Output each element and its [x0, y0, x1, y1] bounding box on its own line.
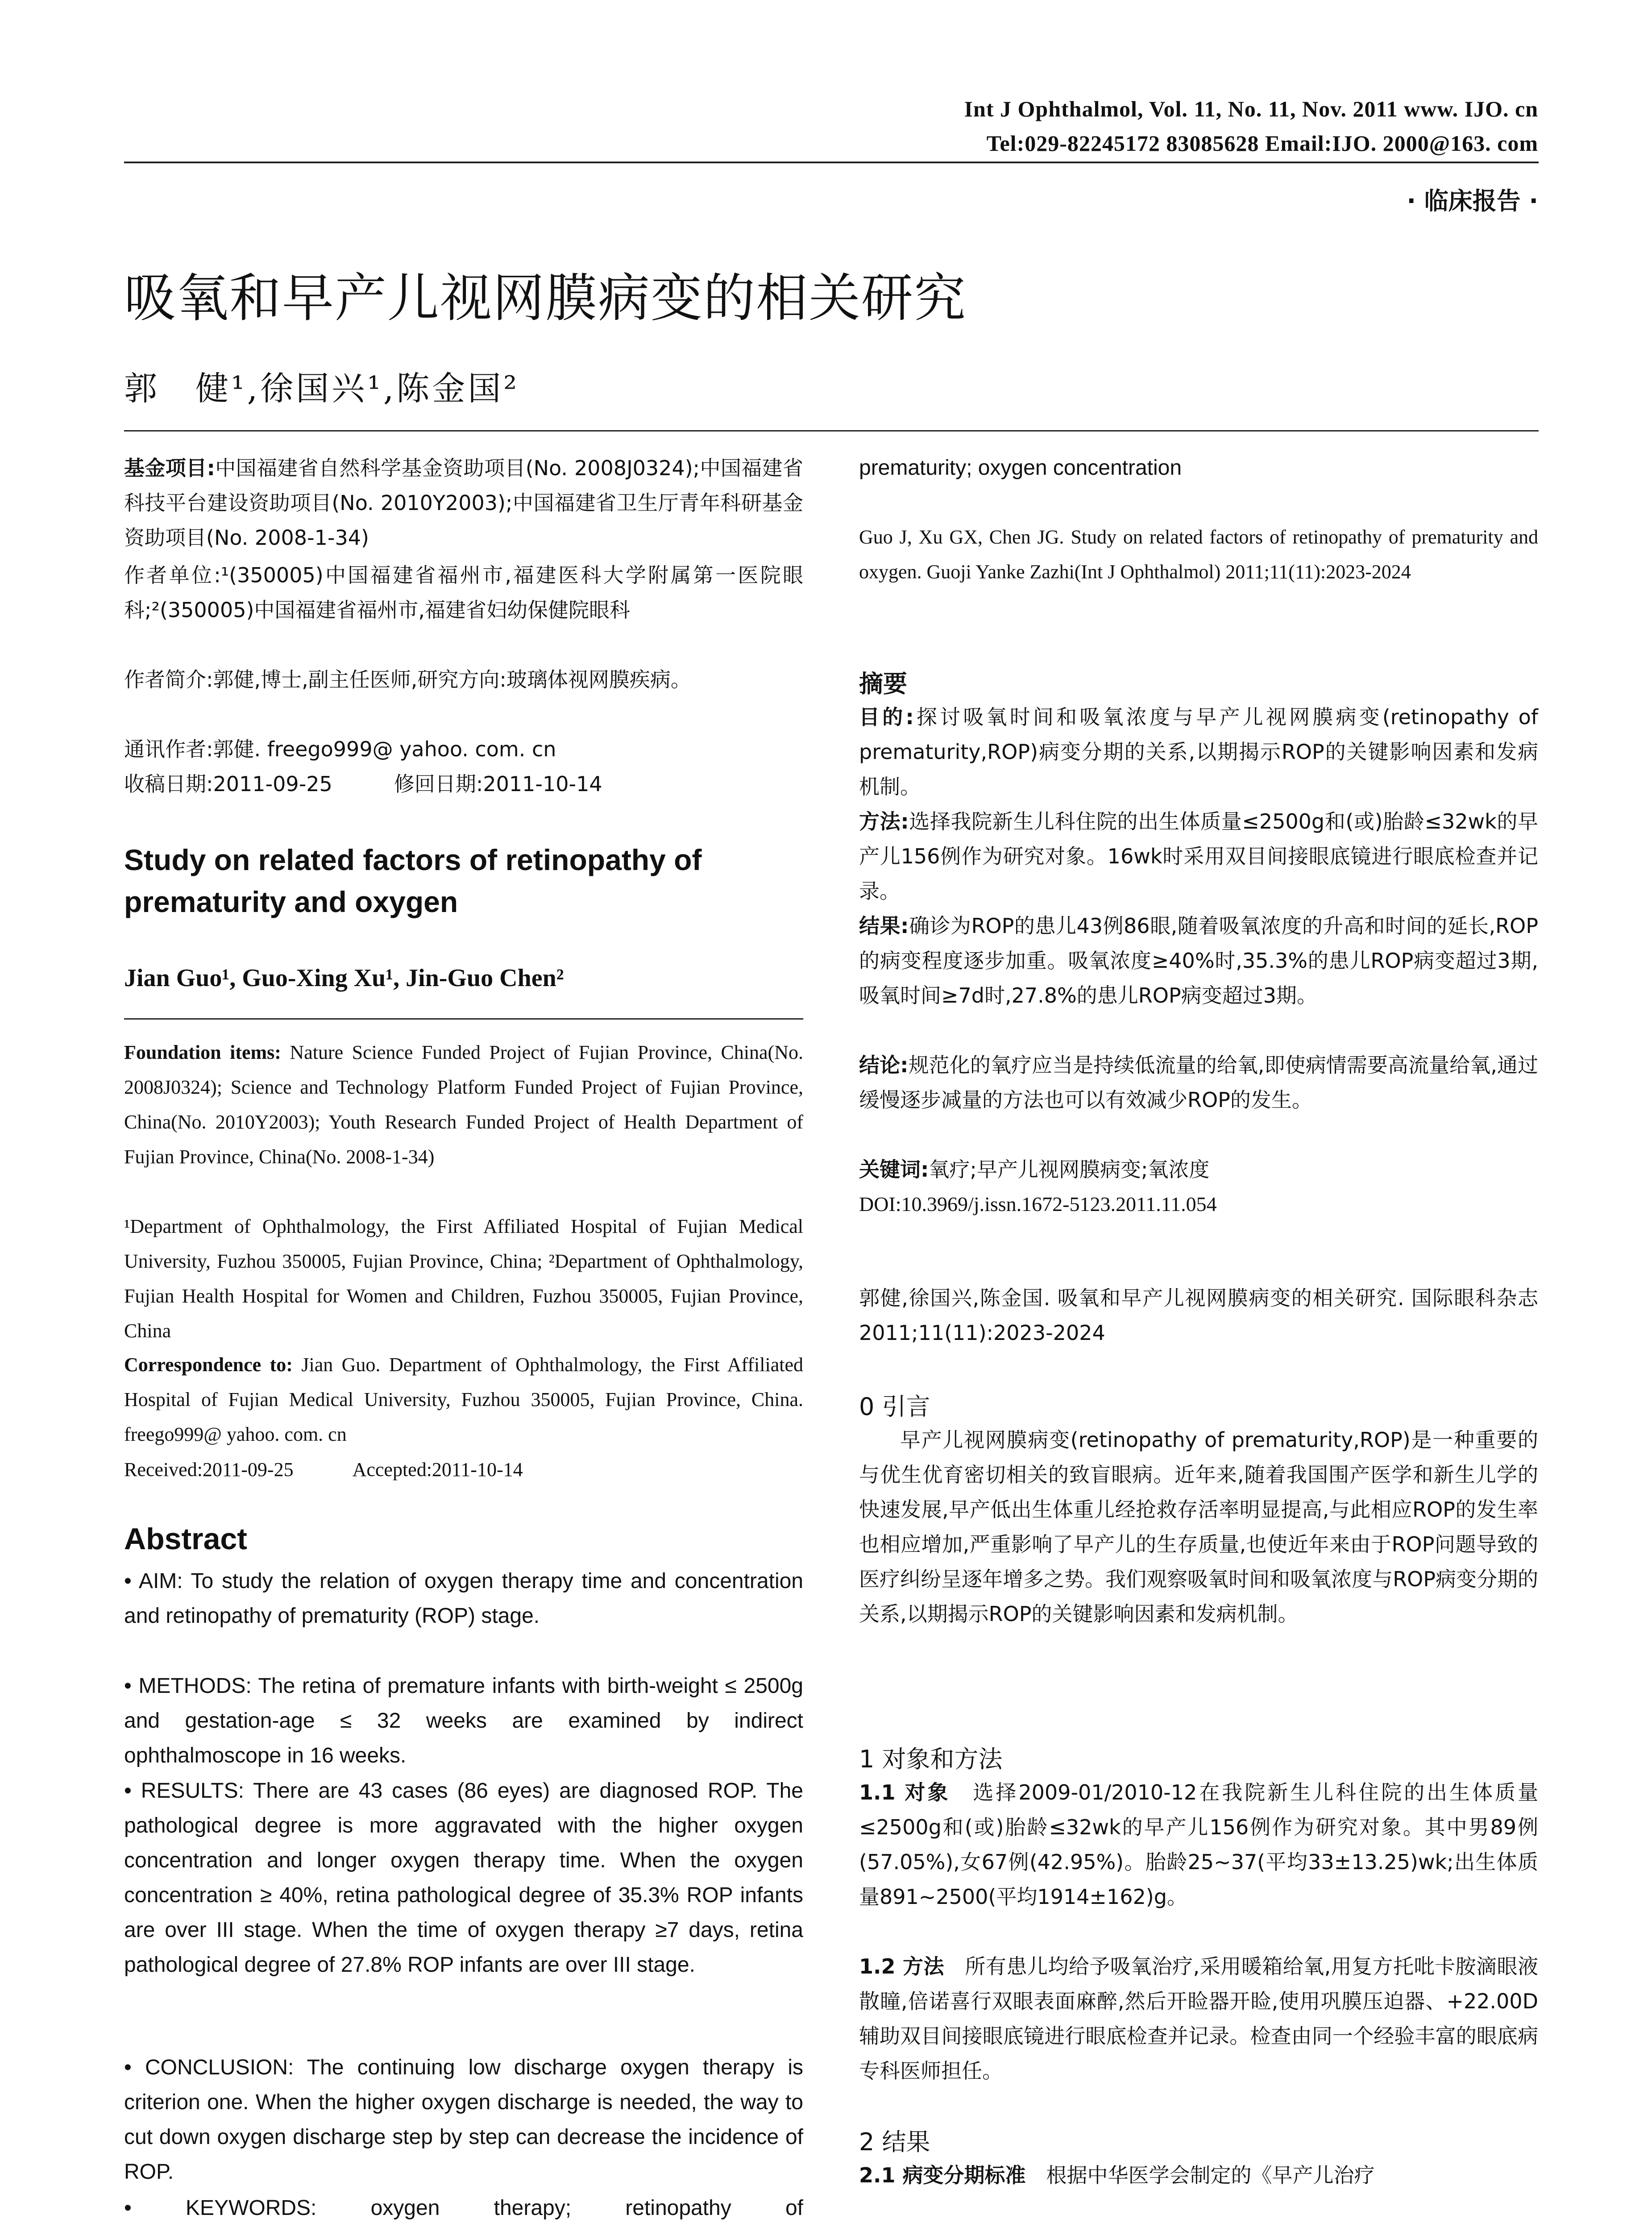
foundation-en	[124, 1035, 803, 1174]
english-authors: Jian Guo¹, Guo-Xing Xu¹, Jin-Guo Chen²	[124, 964, 564, 992]
abstract-cn-methods-label: 方法:	[859, 809, 909, 834]
intro-heading: 0 引言	[859, 1393, 930, 1421]
abstract-cn-keywords-label: 关键词:	[859, 1157, 929, 1182]
affiliation-cn-text: ¹(350005)中国福建省福州市,福建医科大学附属第一医院眼科;²(350005)中国福建省福州市,福建省妇幼保健院眼科	[124, 563, 804, 622]
received-en: Received:2011-09-25 Accepted:2011-10-14	[124, 1459, 523, 1480]
affiliation-cn-label: 作者单位:	[124, 563, 221, 587]
title-rule	[124, 430, 1539, 431]
dates-cn: 收稿日期:2011-09-25 修回日期:2011-10-14	[124, 772, 602, 796]
abstract-methods: • METHODS: The retina of premature infants with birth-weight ≤ 2500g and gestation-age ≤ 32 weeks are examined by indirect ophthalmoscope in 16 weeks.	[124, 1674, 803, 1767]
abstract-cn-heading: 摘要	[859, 670, 907, 698]
header-rule	[124, 162, 1539, 163]
article-title: 吸氧和早产儿视网膜病变的相关研究	[124, 268, 967, 328]
abstract-aim: • AIM: To study the relation of oxygen therapy time and concentration and retinopathy of prematurity (ROP) stage.	[124, 1569, 803, 1628]
abstract-cn-results-label: 结果:	[859, 914, 909, 938]
author-bio-cn: 作者简介:郭健,博士,副主任医师,研究方向:玻璃体视网膜疾病。	[124, 668, 691, 692]
foundation-cn-text: 中国福建省自然科学基金资助项目(No. 2008J0324);中国福建省科技平台建设资助项目(No. 2010Y2003);中国福建省卫生厅青年科研基金资助项目(No. 2008-1-34)	[124, 456, 803, 550]
correspondence-en-label: Correspondence to:	[124, 1354, 293, 1376]
abstract-keywords: • KEYWORDS: oxygen therapy; retinopathy of	[124, 2196, 803, 2220]
affiliation-cn	[124, 558, 803, 627]
abstract-results: • RESULTS: There are 43 cases (86 eyes) are diagnosed ROP. The pathological degree is more aggravated with the higher oxygen concentration and longer oxygen therapy time. When the oxygen concentration ≥ 40%, retina pathological degree of 35.3% ROP infants are over III stage. When the time of oxygen therapy ≥7 days, retina pathological degree of 27.8% ROP infants are over III stage.	[124, 1779, 803, 1977]
department-en: ¹Department of Ophthalmology, the First Affiliated Hospital of Fujian Medical University, Fuzhou 350005, Fujian Province, China; ²Department of Ophthalmology, Fujian Health Hospital for Women and Children, Fuzhou 350005, Fujian Province, China	[124, 1215, 803, 1342]
foundation-cn-label: 基金项目:	[124, 456, 215, 480]
abstract-cn-conclusion-label: 结论:	[859, 1053, 909, 1077]
section-2-heading: 2 结果	[859, 2128, 930, 2156]
section-2-1-label: 2.1 病变分期标准	[859, 2163, 1026, 2187]
section-1-1-text: 选择2009-01/2010-12在我院新生儿科住院的出生体质量≤2500g和(或)胎龄≤32wk的早产儿156例作为研究对象。其中男89例(57.05%),女67例(42.95%)。胎龄25~37(平均33±13.25)wk;出生体质量891~2500(平均1914±162)g。	[859, 1780, 1538, 1909]
abstract-cn-aim-text: 探讨吸氧时间和吸氧浓度与早产儿视网膜病变(retinopathy of prematurity,ROP)病变分期的关系,以期揭示ROP的关键影响因素和发病机制。	[859, 705, 1538, 799]
foundation-en-text: Nature Science Funded Project of Fujian Province, China(No. 2008J0324); Science and Technology Platform Funded Project of Fujian Province, China(No. 2010Y2003); Youth Research Funded Project of Health Department of Fujian Province, China(No. 2008-1-34)	[124, 1041, 803, 1168]
doi: DOI:10.3969/j.issn.1672-5123.2011.11.054	[859, 1193, 1217, 1215]
citation-cn: 郭健,徐国兴,陈金国. 吸氧和早产儿视网膜病变的相关研究. 国际眼科杂志 2011;11(11):2023-2024	[859, 1286, 1538, 1345]
abstract-cn-methods	[859, 804, 1538, 908]
section-1-2-label: 1.2 方法	[859, 1954, 944, 1978]
section-1-1-label: 1.1 对象	[859, 1780, 951, 1804]
journal-header-line1: Int J Ophthalmol, Vol. 11, No. 11, Nov. 2011 www. IJO. cn	[964, 96, 1538, 121]
journal-header-line2: Tel:029-82245172 83085628 Email:IJO. 2000@163. com	[986, 131, 1538, 156]
abstract-cn-results-text: 确诊为ROP的患儿43例86眼,随着吸氧浓度的升高和时间的延长,ROP的病变程度逐步加重。吸氧浓度≥40%时,35.3%的患儿ROP病变超过3期,吸氧时间≥7d时,27.8%的患儿ROP病变超过3期。	[859, 914, 1538, 1008]
english-authors-rule	[124, 1018, 803, 1020]
correspondence-cn: 通讯作者:郭健. freego999@ yahoo. com. cn	[124, 737, 556, 761]
author-list: 郭 健¹,徐国兴¹,陈金国²	[124, 369, 520, 408]
foundation-cn	[124, 451, 803, 555]
english-title: Study on related factors of retinopathy of prematurity and oxygen	[124, 843, 702, 918]
keywords-continued: prematurity; oxygen concentration	[859, 456, 1182, 480]
section-2-1	[859, 2158, 1538, 2193]
abstract-cn-keywords-text: 氧疗;早产儿视网膜病变;氧浓度	[929, 1157, 1210, 1182]
section-1-1	[859, 1775, 1538, 1914]
foundation-en-label: Foundation items:	[124, 1041, 281, 1063]
section-tag: · 临床报告 ·	[1407, 187, 1538, 215]
correspondence-en	[124, 1348, 803, 1452]
section-1-2	[859, 1949, 1538, 2088]
abstract-cn-conclusion-text: 规范化的氧疗应当是持续低流量的给氧,即使病情需要高流量给氧,通过缓慢逐步减量的方法也可以有效减少ROP的发生。	[859, 1053, 1538, 1112]
abstract-cn-aim-label: 目的:	[859, 705, 914, 729]
abstract-cn-keywords	[859, 1152, 1538, 1187]
section-1-2-text: 所有患儿均给予吸氧治疗,采用暖箱给氧,用复方托吡卡胺滴眼液散瞳,倍诺喜行双眼表面麻醉,然后开睑器开睑,使用巩膜压迫器、+22.00D辅助双目间接眼底镜进行眼底检查并记录。检查由同一个经验丰富的眼底病专科医师担任。	[859, 1954, 1538, 2083]
abstract-cn-aim	[859, 700, 1538, 804]
abstract-heading: Abstract	[124, 1522, 247, 1556]
abstract-cn-results	[859, 908, 1538, 1013]
intro-paragraph: 早产儿视网膜病变(retinopathy of prematurity,ROP)是一种重要的与优生优育密切相关的致盲眼病。近年来,随着我国围产医学和新生儿学的快速发展,早产低出生体重儿经抢救存活率明显提高,与此相应ROP的发生率也相应增加,严重影响了早产儿的生存质量,也使近年来由于ROP问题导致的医疗纠纷呈逐年增多之势。我们观察吸氧时间和吸氧浓度与ROP病变分期的关系,以期揭示ROP的关键影响因素和发病机制。	[859, 1428, 1538, 1626]
abstract-cn-methods-text: 选择我院新生儿科住院的出生体质量≤2500g和(或)胎龄≤32wk的早产儿156例作为研究对象。16wk时采用双目间接眼底镜进行眼底检查并记录。	[859, 809, 1538, 903]
citation-en: Guo J, Xu GX, Chen JG. Study on related factors of retinopathy of prematurity and oxygen. Guoji Yanke Zazhi(Int J Ophthalmol) 2011;11(11):2023-2024	[859, 526, 1538, 583]
abstract-cn-conclusion	[859, 1048, 1538, 1117]
abstract-conclusion: • CONCLUSION: The continuing low discharge oxygen therapy is criterion one. When the higher oxygen discharge is needed, the way to cut down oxygen discharge step by step can decrease the incidence of ROP.	[124, 2056, 803, 2184]
section-2-1-text: 根据中华医学会制定的《早产儿治疗	[1025, 2163, 1375, 2187]
section-1-heading: 1 对象和方法	[859, 1745, 1003, 1773]
correspondence-en-text: Jian Guo. Department of Ophthalmology, the First Affiliated Hospital of Fujian Medical University, Fuzhou 350005, Fujian Province, China. freego999@ yahoo. com. cn	[124, 1354, 803, 1445]
